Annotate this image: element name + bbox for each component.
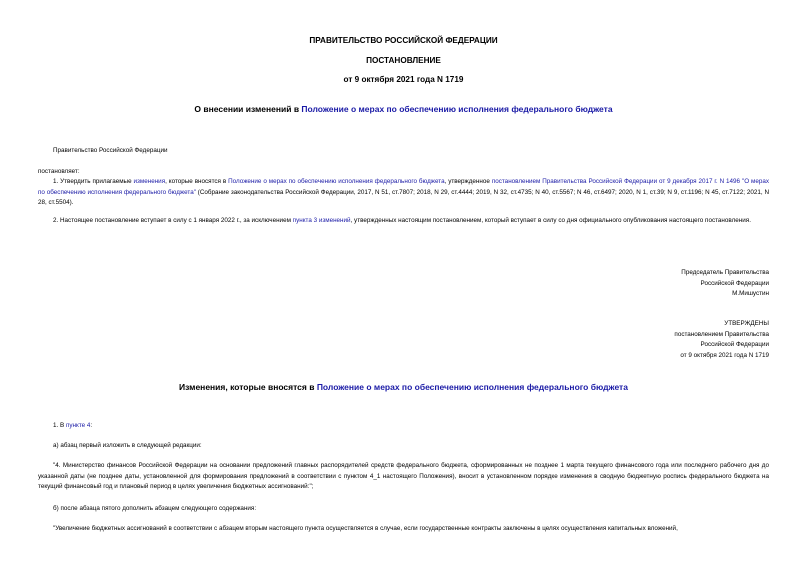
p2-text-a: 2. Настоящее постановление вступает в силу с 1 января 2022 г., за исключением: [53, 217, 293, 224]
approved-block: [674, 319, 769, 361]
changes-title: [0, 382, 807, 392]
doc-title: [0, 104, 807, 114]
link-changes[interactable]: изменения: [133, 178, 166, 185]
approved-line-3: Российской Федерации: [700, 341, 769, 348]
link-regulation[interactable]: Положение о мерах по обеспечению исполнения федерального бюджета: [228, 178, 445, 185]
paragraph-1: [38, 177, 769, 209]
changes-title-link[interactable]: Положение о мерах по обеспечению исполнения федерального бюджета: [316, 382, 628, 392]
doc-title-link[interactable]: Положение о мерах по обеспечению исполнения федерального бюджета: [301, 104, 613, 114]
doc-date-number: от 9 октября 2021 года N 1719: [343, 75, 464, 84]
changes-title-prefix: Изменения, которые вносятся в: [179, 382, 317, 392]
approved-line-2: постановлением Правительства: [674, 330, 769, 338]
link-item-3[interactable]: пункта 3 изменений: [292, 217, 351, 224]
org-header: ПРАВИТЕЛЬСТВО РОССИЙСКОЙ ФЕДЕРАЦИИ: [309, 36, 498, 45]
doc-type: ПОСТАНОВЛЕНИЕ: [366, 56, 441, 65]
paragraph-2: [38, 216, 769, 227]
signature-block: [681, 268, 769, 300]
signature-line-1: Председатель Правительства: [681, 269, 769, 276]
approved-line-1: УТВЕРЖДЕНЫ: [724, 320, 769, 327]
link-resolution-1496[interactable]: постановлением Правительства Российской Федерации от 9 декабря 2017 г. N 1496 "О мерах по обеспечению исполнения федерального бюджета": [38, 178, 769, 196]
item1-text-a: 1. В: [53, 422, 66, 429]
resolves-text: постановляет:: [38, 168, 80, 175]
p1-text-d: (Собрание законодательства Российской Федерации, 2017, N 51, ст.7807; 2018, N 29, ст.4444; 2019, N 32, ст.4735; N 40, ст.5567; N 46, ст.6497; 2020, N 1, ст.39; N 9, ст.1196; N 45, ст.7122; 2021, N 28, ст.5504).: [38, 188, 769, 206]
quote-2: "Увеличение бюджетных ассигнований в соответствии с абзацем вторым настоящего пункта осуществляется в случае, если государственные контракты заключены в целях осуществления капитальных вложений,: [53, 525, 678, 532]
signature-line-2: Российской Федерации: [700, 279, 769, 287]
p1-text-b: , которые вносятся в: [165, 178, 229, 185]
p1-text-c: , утвержденное: [444, 178, 492, 185]
link-point-4[interactable]: пункте 4: [65, 422, 91, 429]
gov-name: Правительство Российской Федерации: [53, 147, 168, 154]
subitem-a: а) абзац первый изложить в следующей редакции:: [53, 442, 202, 449]
p2-text-b: , утвержденных настоящим постановлением, который вступает в силу со дня официального опубликования настоящего постановления.: [350, 217, 751, 224]
p1-text-a: 1. Утвердить прилагаемые: [53, 178, 134, 185]
item1-text-b: :: [90, 422, 93, 429]
changes-item-1: [53, 421, 769, 432]
approved-line-4: от 9 октября 2021 года N 1719: [680, 351, 769, 359]
signature-name: М.Мишустин: [732, 290, 769, 297]
quote-1: "4. Министерство финансов Российской Федерации на основании предложений главных распорядителей средств федерального бюджета, сформированных не позднее 1 марта текущего финансового года или последнего рабочего дня до указанной даты (не позднее даты, установленной для формирования предложений в соответствии с пунктом 4_1 настоящего Положения), вносит в установленном порядке изменения в сводную бюджетную роспись федерального бюджета на текущий финансовый год и плановый период в целях увеличения бюджетных ассигнований:";: [38, 462, 769, 490]
doc-title-prefix: О внесении изменений в: [194, 104, 302, 114]
subitem-b: б) после абзаца пятого дополнить абзацем следующего содержания:: [53, 505, 257, 512]
